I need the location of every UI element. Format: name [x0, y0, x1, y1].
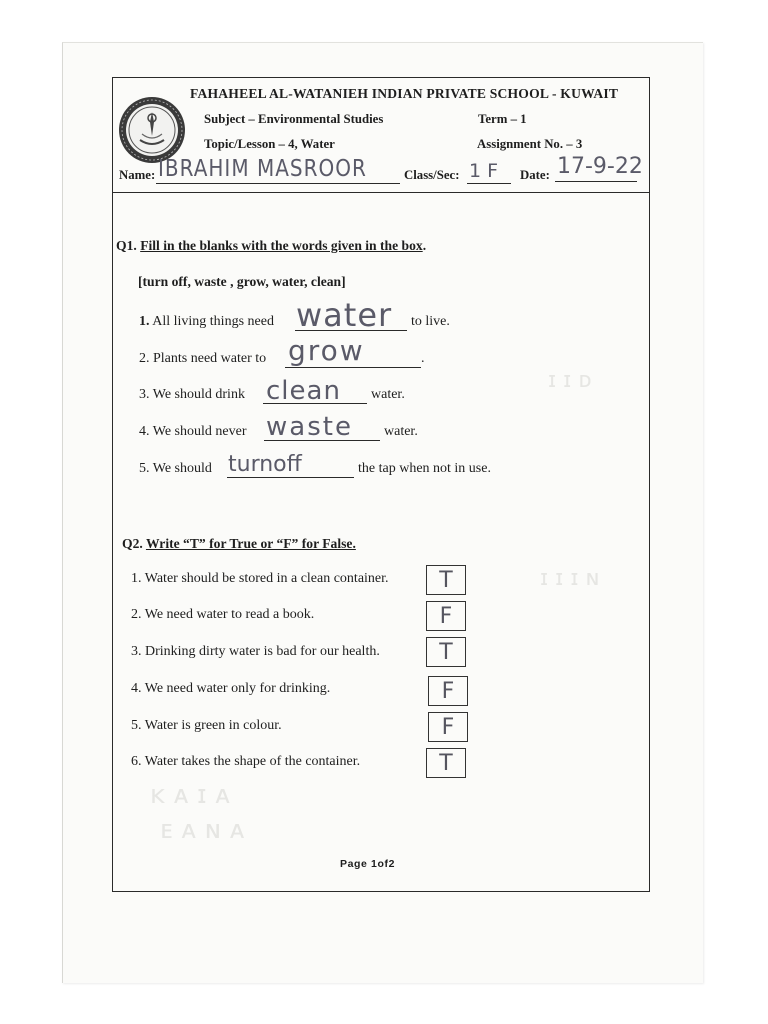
tf-answer: F: [441, 714, 455, 740]
q1-item-text: We should: [152, 461, 212, 476]
date-line: [555, 181, 637, 182]
answer-field[interactable]: waste: [266, 412, 353, 442]
tf-answer: T: [439, 567, 453, 593]
q1-item: [139, 351, 266, 367]
q1-item-number: 4.: [139, 424, 150, 439]
bleed-through-mark: ᴋ ᴀ ɪ ᴀ: [150, 780, 231, 810]
header-divider: [112, 192, 650, 193]
answer-field[interactable]: turnoff: [228, 452, 302, 477]
name-field[interactable]: IBRAHIM MASROOR: [158, 154, 367, 182]
q1-item-text: Plants need water to: [153, 351, 267, 366]
school-name: FAHAHEEL AL-WATANIEH INDIAN PRIVATE SCHOOL - KUWAIT: [190, 86, 619, 101]
blank-line: [227, 477, 354, 478]
tf-answer-box[interactable]: [426, 637, 466, 667]
tf-answer: T: [439, 639, 453, 665]
bleed-through-mark: ɪ ɪ ᴅ: [548, 368, 592, 393]
q1-item: [139, 314, 274, 330]
tf-statement: 3. Drinking dirty water is bad for our health.: [131, 644, 380, 659]
q1-item-after: the tap when not in use.: [358, 461, 491, 476]
q1-item-number: 1.: [139, 314, 150, 329]
q1-item-after: to live.: [411, 314, 450, 329]
q1-title: Fill in the blanks with the words given in the box: [140, 238, 423, 253]
tf-statement: 5. Water is green in colour.: [131, 718, 282, 733]
tf-answer: F: [439, 603, 453, 629]
tf-answer: F: [441, 678, 455, 704]
tf-statement: 4. We need water only for drinking.: [131, 681, 331, 696]
tf-statement: 1. Water should be stored in a clean container.: [131, 571, 389, 586]
q1-item-number: 2.: [139, 351, 150, 366]
q1-item-text: All living things need: [152, 314, 274, 329]
q1-item: [139, 461, 212, 477]
tf-answer-box[interactable]: [426, 565, 466, 595]
tf-answer-box[interactable]: [426, 748, 466, 778]
bleed-through-mark: ɪ ɪ ɪ ɴ: [540, 566, 600, 591]
subject-label: Subject – Environmental Studies: [204, 112, 384, 126]
q1-item-number: 5.: [139, 461, 150, 476]
class-label: Class/Sec:: [404, 168, 460, 182]
answer-field[interactable]: clean: [266, 376, 341, 406]
q2-heading: [122, 536, 356, 552]
topic-label: Topic/Lesson – 4, Water: [204, 137, 335, 151]
tf-answer-box[interactable]: [426, 601, 466, 631]
date-label: Date:: [520, 168, 550, 182]
tf-statement: 6. Water takes the shape of the container.: [131, 754, 361, 769]
q1-item-text: We should drink: [152, 387, 245, 402]
q1-item-after: .: [421, 351, 425, 366]
assignment-label: Assignment No. – 3: [477, 137, 583, 151]
tf-answer-box[interactable]: [428, 712, 468, 742]
tf-answer: T: [439, 750, 453, 776]
q2-number: Q2.: [122, 536, 143, 551]
name-label: Name:: [119, 168, 156, 182]
class-field[interactable]: 1 F: [469, 160, 499, 182]
name-line: [156, 183, 400, 184]
q1-item: [139, 424, 246, 440]
term-label: Term – 1: [478, 112, 527, 126]
class-line: [467, 183, 511, 184]
answer-field[interactable]: water: [296, 296, 393, 334]
tf-statement: 2. We need water to read a book.: [131, 607, 315, 622]
tf-answer-box[interactable]: [428, 676, 468, 706]
q1-item-number: 3.: [139, 387, 150, 402]
q1-item-text: We should never: [152, 424, 247, 439]
page-number: Page 1of2: [340, 858, 396, 870]
q1-item: [139, 387, 245, 403]
q1-item-after: water.: [384, 424, 418, 439]
bleed-through-mark: ᴇ ᴀ ɴ ᴀ: [160, 815, 245, 845]
date-field[interactable]: 17-9-22: [557, 154, 643, 179]
q1-number: Q1.: [116, 238, 137, 253]
word-box: [turn off, waste , grow, water, clean]: [138, 274, 346, 289]
q1-item-after: water.: [371, 387, 405, 402]
q1-title-end: .: [422, 238, 427, 253]
blank-line: [285, 367, 421, 368]
answer-field[interactable]: grow: [288, 334, 365, 367]
q1-heading: [116, 238, 426, 254]
q2-title: Write “T” for True or “F” for False.: [145, 536, 356, 551]
